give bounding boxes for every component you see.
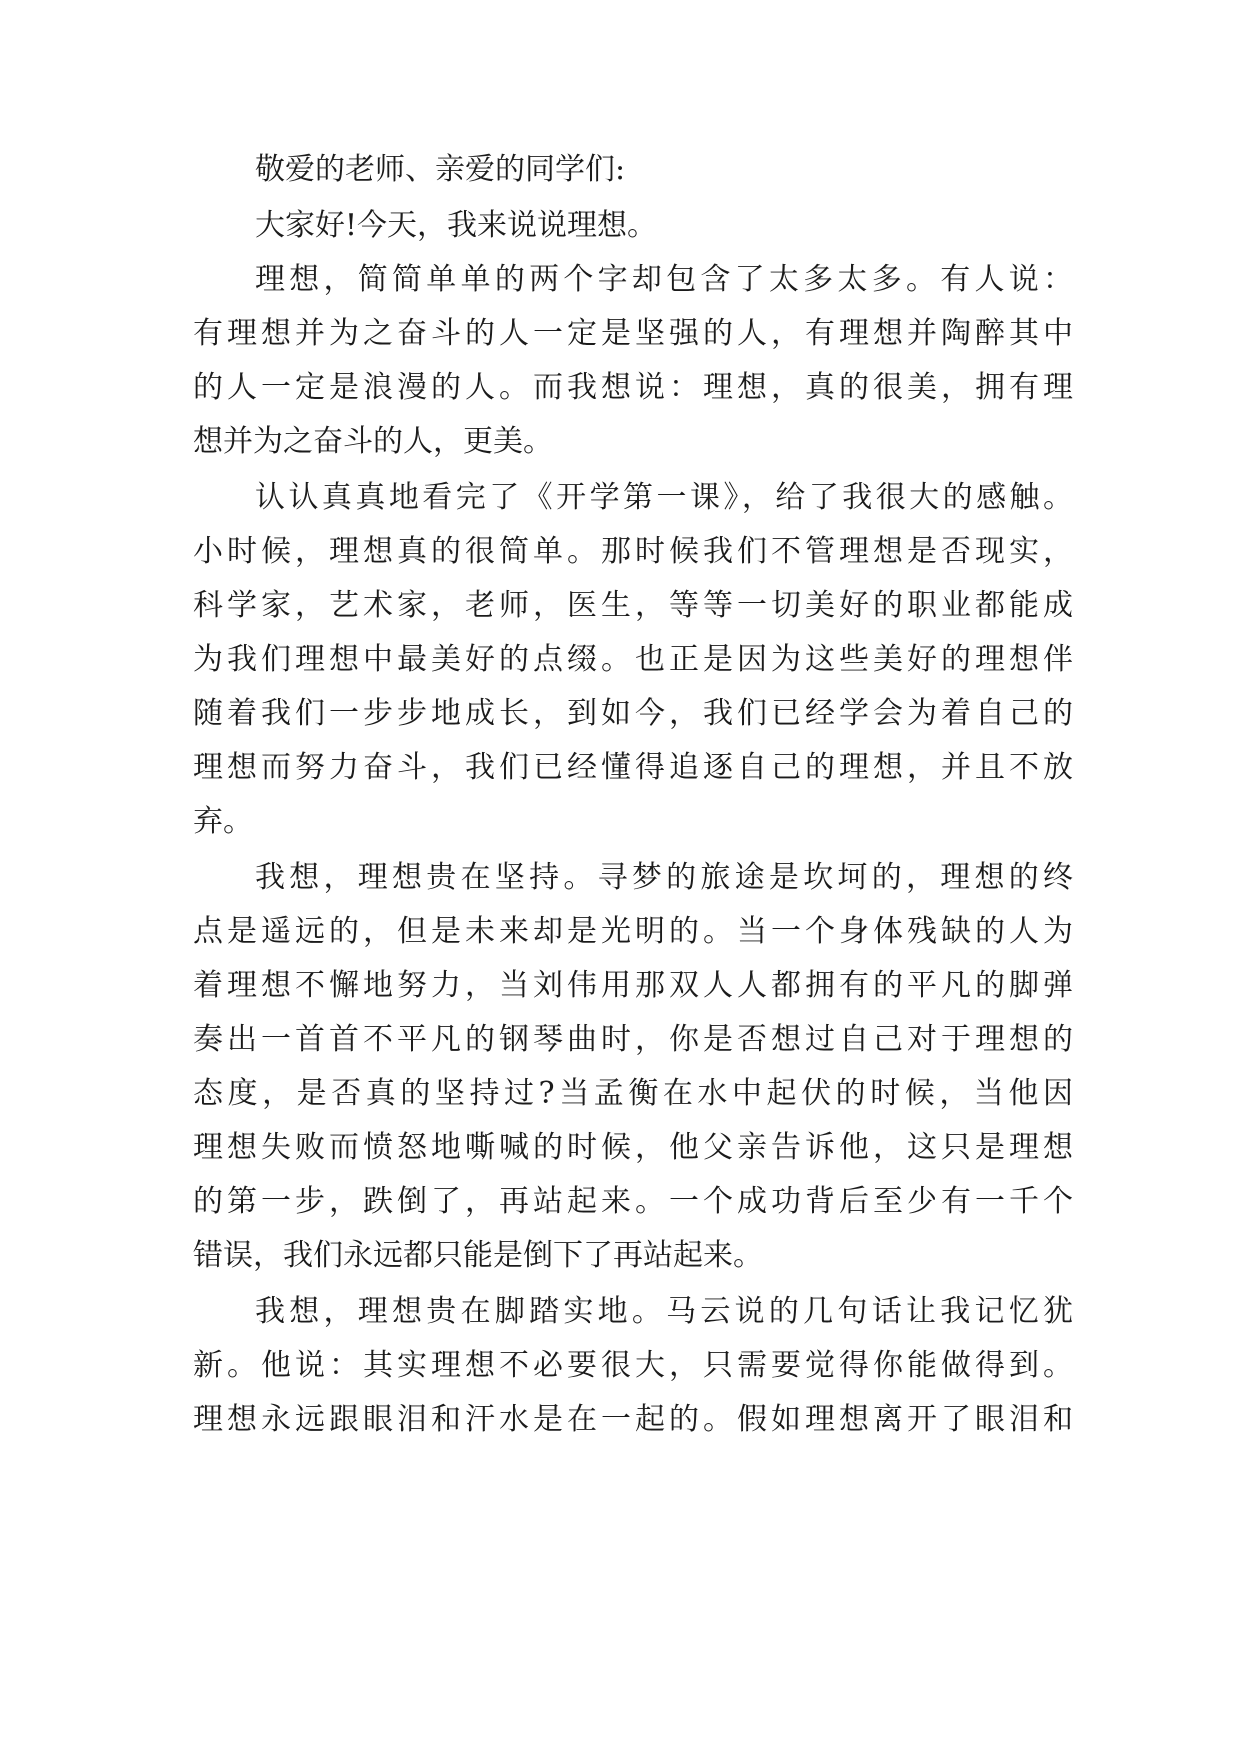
paragraph-line: 着理想不懈地努力，当刘伟用那双人人都拥有的平凡的脚弹	[193, 968, 1073, 1003]
paragraph-line: 的第一步，跌倒了，再站起来。一个成功背后至少有一千个	[193, 1184, 1073, 1219]
paragraph-line: 想并为之奋斗的人，更美。	[193, 424, 553, 459]
paragraph-line: 的人一定是浪漫的人。而我想说：理想，真的很美，拥有理	[193, 370, 1073, 405]
paragraph-line: 随着我们一步步地成长，到如今，我们已经学会为着自己的	[193, 696, 1073, 731]
paragraph-line: 科学家，艺术家，老师，医生，等等一切美好的职业都能成	[193, 588, 1073, 623]
paragraph-line: 小时候，理想真的很简单。那时候我们不管理想是否现实，	[193, 534, 1073, 569]
paragraph-line: 理想，简简单单的两个字却包含了太多太多。有人说：	[255, 262, 1073, 297]
paragraph-line: 态度，是否真的坚持过?当孟衡在水中起伏的时候，当他因	[193, 1076, 1073, 1111]
paragraph-line: 我想，理想贵在脚踏实地。马云说的几句话让我记忆犹	[255, 1294, 1073, 1329]
paragraph-line: 有理想并为之奋斗的人一定是坚强的人，有理想并陶醉其中	[193, 316, 1073, 351]
paragraph-line: 弃。	[193, 804, 253, 839]
paragraph-line: 理想永远跟眼泪和汗水是在一起的。假如理想离开了眼泪和	[193, 1402, 1073, 1437]
paragraph-line: 点是遥远的，但是未来却是光明的。当一个身体残缺的人为	[193, 914, 1073, 949]
paragraph-line: 理想而努力奋斗，我们已经懂得追逐自己的理想，并且不放	[193, 750, 1073, 785]
paragraph-line: 认认真真地看完了《开学第一课》，给了我很大的感触。	[255, 480, 1073, 515]
paragraph-line: 我想，理想贵在坚持。寻梦的旅途是坎坷的，理想的终	[255, 860, 1073, 895]
paragraph-line: 错误，我们永远都只能是倒下了再站起来。	[193, 1238, 763, 1273]
paragraph-line: 为我们理想中最美好的点缀。也正是因为这些美好的理想伴	[193, 642, 1073, 677]
salutation-line: 敬爱的老师、亲爱的同学们:	[255, 152, 626, 187]
paragraph-line: 新。他说：其实理想不必要很大，只需要觉得你能做得到。	[193, 1348, 1073, 1383]
paragraph-line: 理想失败而愤怒地嘶喊的时候，他父亲告诉他，这只是理想	[193, 1130, 1073, 1165]
paragraph-line: 奏出一首首不平凡的钢琴曲时，你是否想过自己对于理想的	[193, 1022, 1073, 1057]
greeting-line: 大家好!今天，我来说说理想。	[255, 208, 658, 243]
